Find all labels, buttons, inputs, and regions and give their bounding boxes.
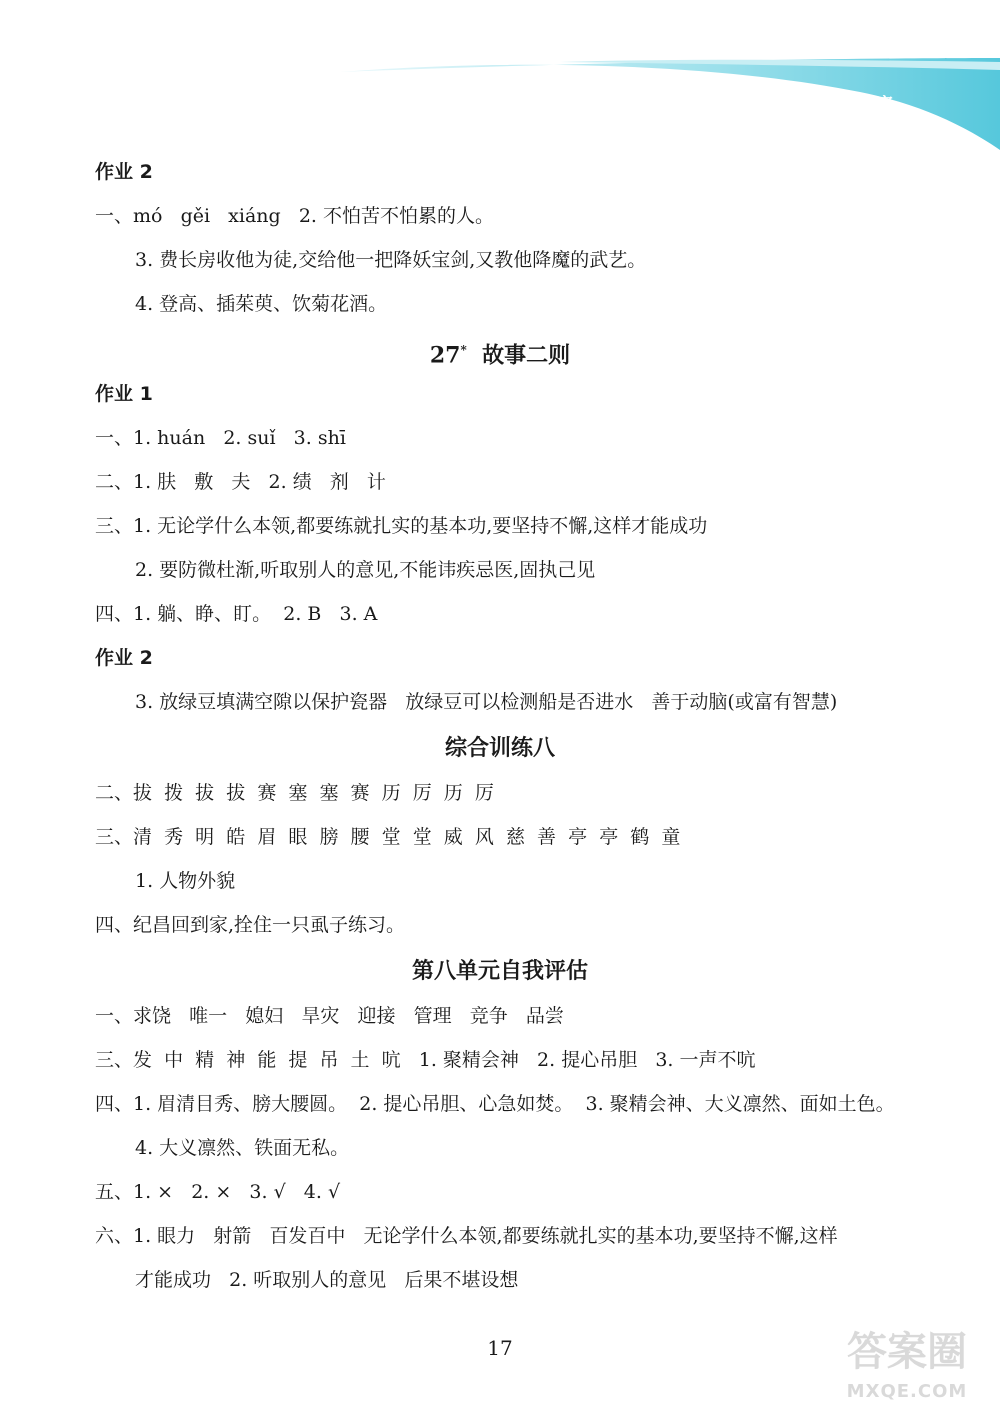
- homework-heading: 作业 2: [95, 161, 153, 183]
- page-number: 17: [487, 1336, 513, 1360]
- answer-line: 五、1. × 2. × 3. √ 4. √: [95, 1181, 341, 1203]
- header-swoosh: [0, 0, 1000, 170]
- lesson-title: 故事二则: [482, 342, 571, 369]
- answer-line: 4. 登高、插茱萸、饮菊花酒。: [135, 293, 388, 315]
- answer-line: 一、1. huán 2. suǐ 3. shī: [95, 427, 346, 449]
- answer-line: 1. 人物外貌: [135, 870, 236, 892]
- answer-line: 一、mó gěi xiáng 2. 不怕苦不怕累的人。: [95, 205, 494, 227]
- answer-line: 四、1. 眉清目秀、膀大腰圆。 2. 提心吊胆、心急如焚。 3. 聚精会神、大义凛然、面如土色。: [95, 1093, 895, 1115]
- answer-line: 三、清 秀 明 皓 眉 眼 膀 腰 堂 堂 威 风 慈 善 亭 亭 鹤 童: [95, 826, 681, 848]
- answer-line: 才能成功 2. 听取别人的意见 后果不堪设想: [135, 1269, 519, 1291]
- answer-line: 二、拔 拨 拔 拔 赛 塞 塞 赛 历 厉 历 厉: [95, 782, 494, 804]
- answer-line: 四、纪昌回到家,拴住一只虱子练习。: [95, 914, 406, 936]
- answer-line: 四、1. 躺、睁、盯。 2. B 3. A: [95, 603, 378, 625]
- watermark-bottom-text: MXQE.COM: [846, 1381, 968, 1402]
- answer-line: 三、发 中 精 神 能 提 吊 土 吭 1. 聚精会神 2. 提心吊胆 3. 一声不吭: [95, 1049, 756, 1071]
- optional-star: *: [460, 343, 467, 357]
- section-title-training: 综合训练八: [444, 735, 555, 761]
- answer-line: 二、1. 肤 敷 夫 2. 绩 剂 计: [95, 471, 386, 493]
- lesson-number: 27: [429, 342, 461, 369]
- watermark-logo: [832, 1320, 982, 1402]
- header-label: 部分参考答案: [786, 95, 894, 115]
- watermark-top-text: 答案圈: [847, 1329, 967, 1375]
- section-title-27: [0, 336, 1000, 369]
- answer-line: 2. 要防微杜渐,听取别人的意见,不能讳疾忌医,固执己见: [135, 559, 596, 581]
- answer-line: 六、1. 眼力 射箭 百发百中 无论学什么本领,都要练就扎实的基本功,要坚持不懈,这样: [95, 1225, 838, 1247]
- answer-line: 4. 大义凛然、铁面无私。: [135, 1137, 350, 1159]
- answer-line: 一、求饶 唯一 媳妇 旱灾 迎接 管理 竞争 品尝: [95, 1005, 564, 1027]
- homework-heading: 作业 2: [95, 647, 153, 669]
- section-title-self-assessment: 第八单元自我评估: [411, 958, 588, 984]
- answer-line: 三、1. 无论学什么本领,都要练就扎实的基本功,要坚持不懈,这样才能成功: [95, 515, 708, 537]
- answer-line: 3. 放绿豆填满空隙以保护瓷器 放绿豆可以检测船是否进水 善于动脑(或富有智慧): [135, 691, 838, 713]
- homework-heading: 作业 1: [95, 383, 153, 405]
- answer-line: 3. 费长房收他为徒,交给他一把降妖宝剑,又教他降魔的武艺。: [135, 249, 647, 271]
